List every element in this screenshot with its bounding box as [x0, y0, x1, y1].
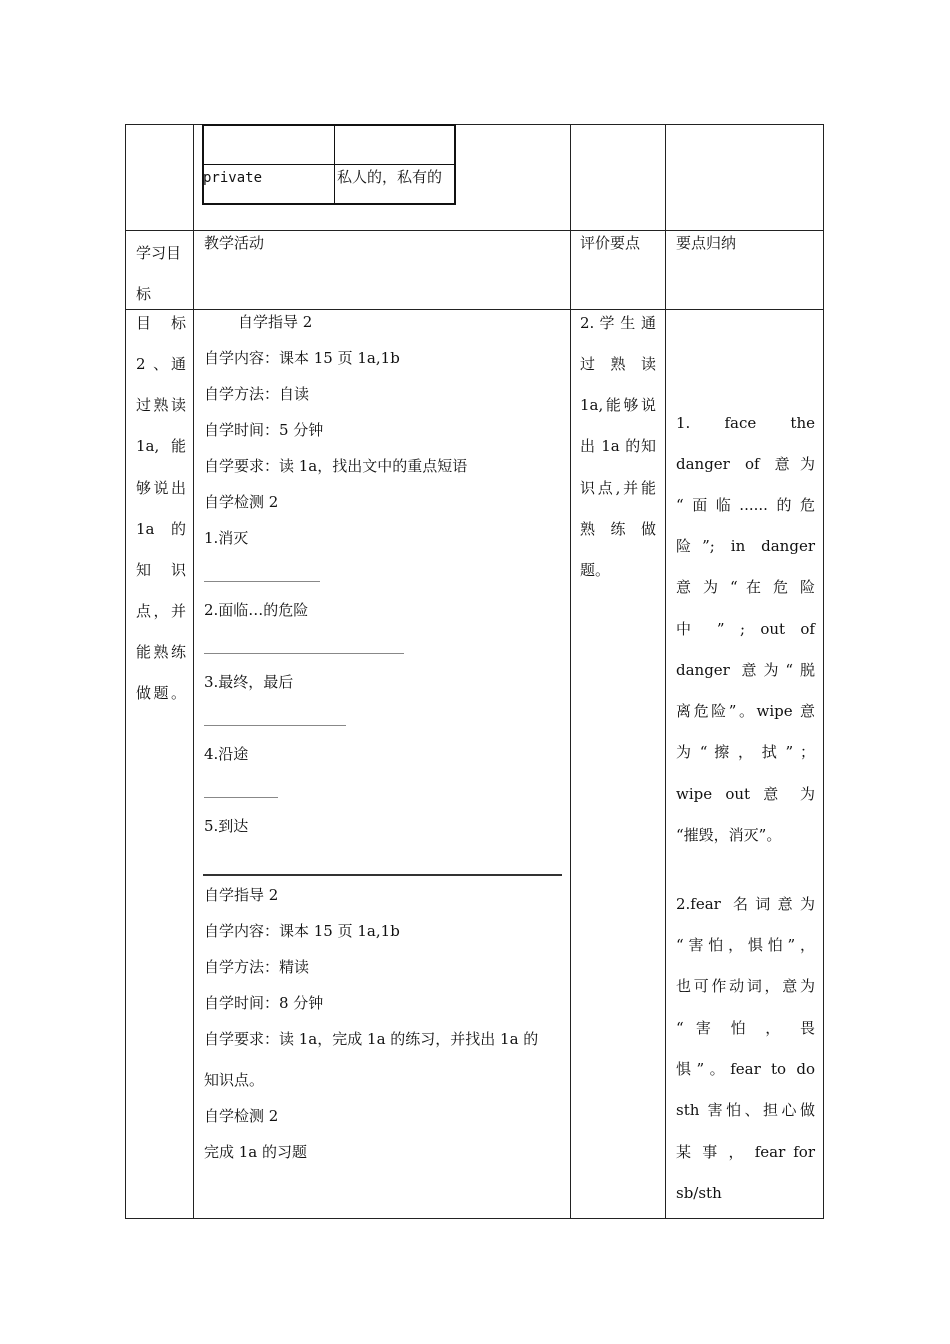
summary-line: 惧”。fear to do	[676, 1060, 815, 1078]
summary-line: sth 害怕、担心做	[676, 1101, 815, 1119]
table-row-divider-1	[125, 230, 824, 231]
exercise-item: 2.面临…的危险	[204, 601, 309, 619]
summary-line: “ 害 怕 ， 畏	[676, 1019, 815, 1037]
table-divider-2	[570, 124, 571, 1219]
header-objective: 学习目标	[136, 244, 182, 303]
activity1-requirement: 自学要求：读 1a，找出文中的重点短语	[204, 457, 468, 475]
objective-line: 点，并	[136, 602, 186, 620]
objective-line: 能熟练	[136, 643, 186, 661]
table-border-right	[823, 124, 824, 1219]
table-divider-3	[665, 124, 666, 1219]
summary-line: 为 “ 擦 ， 拭 ” ；	[676, 743, 815, 761]
summary-line: danger 意为“脱	[676, 661, 815, 679]
activity2-content: 自学内容：课本 15 页 1a,1b	[204, 922, 400, 940]
exercise-item: 5.到达	[204, 817, 249, 835]
vocab-word: private	[203, 170, 263, 186]
objective-line: 够说出	[136, 479, 186, 497]
exercise-item: 1.消灭	[204, 529, 249, 547]
evaluation-line: 1a,能够说	[580, 396, 656, 414]
activity1-guide: 自学指导 2	[238, 313, 313, 331]
objective-line: 2 、通	[136, 355, 186, 373]
objective-line: 过熟读	[136, 396, 186, 414]
activity1-time: 自学时间：5 分钟	[204, 421, 324, 439]
objective-line: 目 标	[136, 314, 186, 332]
summary-line: “害怕，惧怕”，	[676, 936, 815, 954]
objective-line: 1a, 能	[136, 437, 186, 455]
answer-blank	[204, 797, 278, 798]
answer-blank	[204, 581, 320, 582]
objective-line: 知 识	[136, 561, 186, 579]
activity2-task: 完成 1a 的习题	[204, 1143, 308, 1161]
summary-line: 1. face the	[676, 414, 815, 432]
vocab-meaning: 私人的，私有的	[337, 168, 443, 186]
answer-blank	[204, 653, 404, 654]
evaluation-line: 出 1a 的知	[580, 437, 656, 455]
activity2-method: 自学方法：精读	[204, 958, 310, 976]
vocab-table	[202, 124, 456, 205]
evaluation-line: 题。	[580, 561, 611, 579]
objective-line: 1a 的	[136, 520, 186, 538]
evaluation-line: 过 熟 读	[580, 355, 656, 373]
activity2-requirement-cont: 知识点。	[204, 1071, 265, 1089]
activity2-guide: 自学指导 2	[204, 886, 279, 904]
table-row-divider-2	[125, 309, 824, 310]
summary-line: 意 为 “ 在 危 险	[676, 578, 815, 596]
activity2-time: 自学时间：8 分钟	[204, 994, 324, 1012]
summary-line: 也可作动词，意为	[676, 977, 815, 995]
summary-line: “面临......的危	[676, 496, 815, 514]
activity1-method: 自学方法：自读	[204, 385, 310, 403]
summary-line: danger of 意为	[676, 455, 815, 473]
activity1-content: 自学内容：课本 15 页 1a,1b	[204, 349, 400, 367]
header-activity: 教学活动	[204, 234, 265, 252]
table-border-left	[125, 124, 126, 1219]
summary-line: wipe out 意 为	[676, 785, 815, 803]
exercise-item: 4.沿途	[204, 745, 249, 763]
header-summary: 要点归纳	[676, 234, 737, 252]
evaluation-line: 2. 学 生 通	[580, 314, 656, 332]
evaluation-line: 识点,并能	[580, 479, 656, 497]
summary-line: 中 ” ; out of	[676, 620, 815, 638]
summary-line: 险”; in danger	[676, 537, 815, 555]
activity2-test: 自学检测 2	[204, 1107, 279, 1125]
activity1-test: 自学检测 2	[204, 493, 279, 511]
section-divider	[203, 874, 562, 876]
summary-line: 2.fear 名词意为	[676, 895, 815, 913]
objective-line: 做题。	[136, 684, 186, 702]
summary-line: “摧毁，消灭”。	[676, 826, 782, 844]
summary-line: sb/sth	[676, 1184, 722, 1202]
activity2-requirement: 自学要求：读 1a，完成 1a 的练习，并找出 1a 的	[204, 1030, 539, 1048]
header-evaluation: 评价要点	[580, 234, 641, 252]
answer-blank	[204, 725, 346, 726]
exercise-item: 3.最终，最后	[204, 673, 294, 691]
evaluation-line: 熟 练 做	[580, 520, 656, 538]
table-border-bottom	[125, 1218, 824, 1219]
summary-line: 离危险”。wipe 意	[676, 702, 815, 720]
table-divider-1	[193, 124, 194, 1219]
summary-line: 某 事 ， fear for	[676, 1143, 815, 1161]
